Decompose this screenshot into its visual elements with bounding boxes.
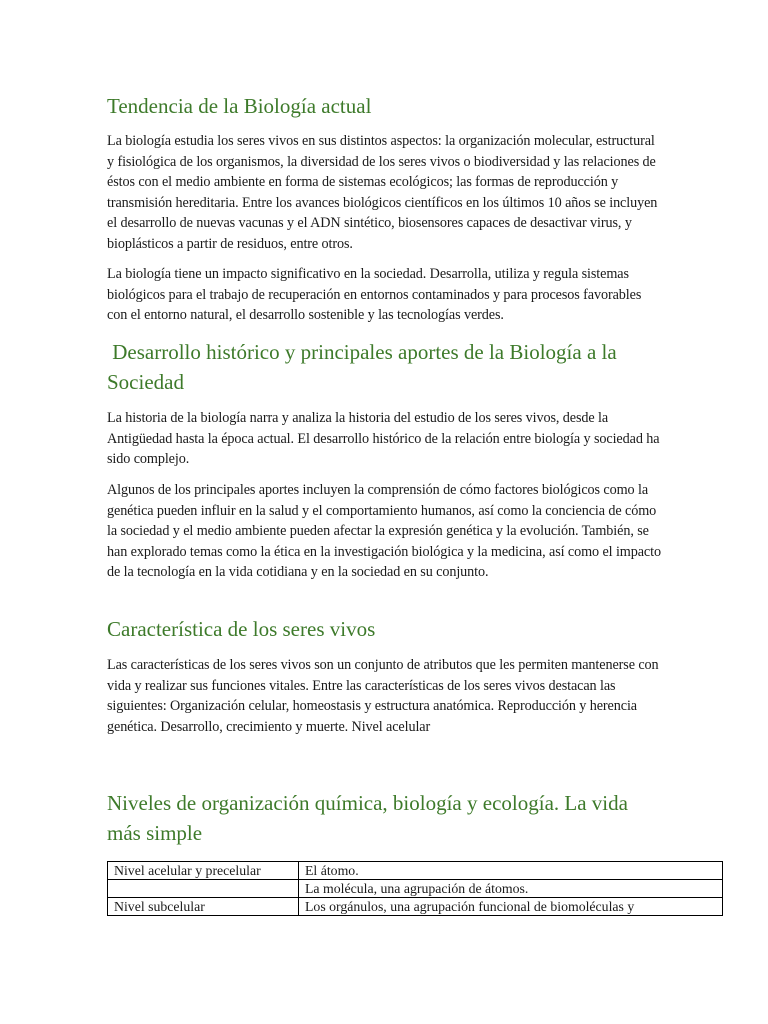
heading-niveles-organizacion: Niveles de organización química, biología y ecología. La vida más simple — [107, 791, 628, 845]
heading-tendencia: Tendencia de la Biología actual — [107, 94, 372, 118]
table-cell: Los orgánulos, una agrupación funcional de biomoléculas y — [299, 898, 723, 916]
paragraph-historia-biologia: La historia de la biología narra y analiza la historia del estudio de los seres vivos, desde la Antigüedad hasta la época actual. El desarrollo histórico de la relación entre biología y sociedad ha sido complejo. — [107, 410, 660, 467]
table-cell: Nivel acelular y precelular — [108, 862, 299, 880]
paragraph-caracteristicas: Las características de los seres vivos son un conjunto de atributos que les permiten mantenerse con vida y realizar sus funciones vitales. Entre las características de los seres vivos destacan las siguientes: Organización celular, homeostasis y estructura anatómica. Reproducción y herencia genética. Desarrollo, crecimiento y muerte. Nivel acelular — [107, 657, 659, 735]
table-row — [108, 898, 723, 916]
table-cell: Nivel subcelular — [108, 898, 299, 916]
heading-caracteristica-seres-vivos: Característica de los seres vivos — [107, 617, 376, 641]
paragraph-biologia-estudia: La biología estudia los seres vivos en sus distintos aspectos: la organización molecular, estructural y fisiológica de los organismos, la diversidad de los seres vivos o biodiversidad y las relaciones de éstos con el medio ambiente en forma de sistemas ecológicos; las formas de reproducción y transmisión hereditaria. Entre los avances biológicos científicos en los últimos 10 años se incluyen el desarrollo de nuevas vacunas y el ADN sintético, biosensores capaces de desactivar virus, y bioplásticos a partir de residuos, entre otros. — [107, 133, 658, 252]
paragraph-impacto-sociedad: La biología tiene un impacto significativo en la sociedad. Desarrolla, utiliza y regula sistemas biológicos para el trabajo de recuperación en entornos contaminados y para procesos favorables con el entorno natural, el desarrollo sostenible y las tecnologías verdes. — [107, 266, 642, 323]
table-cell: El átomo. — [299, 862, 723, 880]
table-cell — [108, 880, 299, 898]
heading-desarrollo-historico: Desarrollo histórico y principales aportes de la Biología a la Sociedad — [107, 340, 622, 394]
table-row — [108, 880, 723, 898]
paragraph-principales-aportes: Algunos de los principales aportes incluyen la comprensión de cómo factores biológicos como la genética pueden influir en la salud y el comportamiento humanos, así como la conciencia de cómo la sociedad y el medio ambiente pueden afectar la expresión genética y la evolución. También, se han explorado temas como la ética en la investigación biológica y la medicina, así como el impacto de la tecnología en la vida cotidiana y en la sociedad en su conjunto. — [107, 482, 661, 580]
table-row — [108, 862, 723, 880]
levels-table — [107, 861, 723, 916]
table-cell: La molécula, una agrupación de átomos. — [299, 880, 723, 898]
